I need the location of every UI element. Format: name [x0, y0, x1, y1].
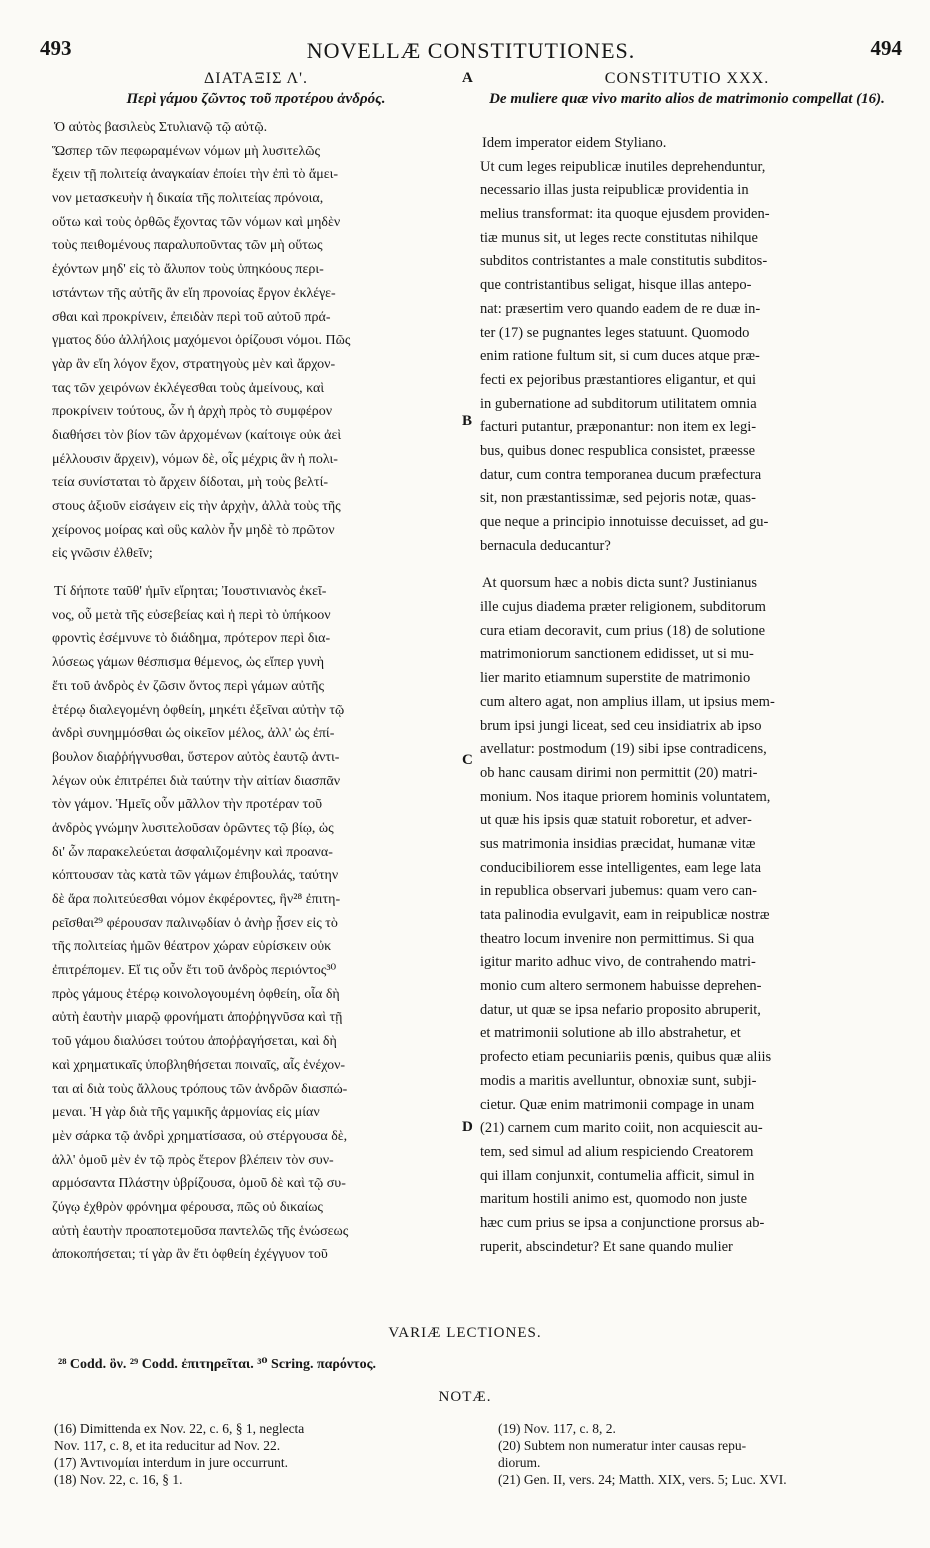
latin-text-line: modis a maritis avelluntur, obnoxiæ sunt, subji-: [480, 1072, 757, 1089]
note-line: (18) Nov. 22, c. 16, § 1.: [54, 1472, 183, 1487]
greek-text-line: βουλον διαῤῥήγνυσθαι, ὕστερον αὐτὸς ἑαυτῷ ἀντι-: [52, 749, 340, 765]
greek-text-line: μέλλουσιν ἄρχειν), νόμων δὲ, οἷς μέχρις ἂν ἡ πολι-: [52, 451, 338, 467]
greek-text-line: τοῦ γάμου διαλύσει τούτου ἀποῤῥαγήσεται, καὶ δὴ: [52, 1034, 337, 1050]
greek-text-line: ρεῖσθαι²⁹ φέρουσαν παλινῳδίαν ὁ ἀνὴρ ᾖσεν εἰς τὸ: [52, 915, 338, 931]
latin-text-line: subditos contristantes a male constitutis subditos-: [480, 253, 768, 270]
greek-text-line: μὲν σάρκα τῷ ἀνδρὶ χρηματίσασα, οὐ στέργουσα δὲ,: [52, 1128, 348, 1144]
greek-subtitle: Περὶ γάμου ζῶντος τοῦ προτέρου ἀνδρός.: [126, 91, 386, 107]
notes-heading: NOTÆ.: [438, 1389, 492, 1405]
page-number-right: 494: [870, 36, 902, 60]
greek-text-line: δὲ ἄρα πολιτεύεσθαι νόμον ἐκφέροντες, ἣν²⁸ ἐπιτη-: [52, 892, 341, 907]
greek-text-line: διαθήσει τὸν βίον τῶν ἀρχομένων (καίτοιγε οὐκ ἀεὶ: [52, 427, 342, 443]
latin-column: [480, 68, 894, 1259]
latin-text-line: facturi putantur, præponantur: non item ex legi-: [480, 419, 757, 436]
latin-text-line: sus matrimonia insidias præcidat, humanæ vitæ: [480, 835, 756, 852]
latin-text-line: datur, cum contra temporanea ducum præfectura: [480, 466, 762, 483]
latin-text-line: monium. Nos itaque priorem hominis voluntatem,: [480, 788, 771, 805]
note-line: (20) Subtem non numeratur inter causas repu-: [498, 1438, 747, 1453]
greek-text-line: κόπτουσαν τὰς κατὰ τῶν γάμων ἐπιβουλάς, ταύτην: [52, 868, 339, 884]
greek-text-line: γματος δύο ἀλλήλοις μαχόμενοι ὁρίζουσι νόμοι. Πῶς: [52, 333, 351, 349]
margin-letter-a: A: [462, 70, 473, 86]
latin-text-line: cietur. Quæ enim matrimonii compage in unam: [480, 1096, 755, 1113]
latin-text-line: Idem imperator eidem Styliano.: [482, 135, 667, 151]
latin-text-line: ruperit, abscindetur? Et sane quando mulier: [480, 1238, 733, 1255]
greek-text-line: γὰρ ἂν εἴη λόγον ἔχον, στρατηγοὺς μὲν καὶ ἄρχον-: [52, 356, 336, 372]
latin-text-line: matrimoniorum sanctionem edidisset, ut si mu-: [480, 646, 754, 663]
note-line: Nov. 117, c. 8, et ita reducitur ad Nov. 22.: [54, 1438, 281, 1453]
latin-text-line: tem, sed simul ad alium respiciendo Creatorem: [480, 1143, 754, 1160]
latin-text-line: melius transformat: ita quoque ejusdem providen-: [480, 206, 770, 223]
margin-letter-c: C: [462, 752, 473, 768]
greek-text-line: χείρονος μοίρας καὶ οὓς καλὸν ἦν μηδὲ τὸ πρῶτον: [52, 522, 335, 538]
latin-text-line: avellatur: postmodum (19) sibi ipse contradicens,: [480, 741, 767, 758]
latin-text-line: ille cujus diadema præter religionem, subditorum: [480, 599, 766, 616]
note-line: (17) Ἀντινομίαι interdum in jure occurrunt.: [54, 1455, 289, 1470]
latin-text-line: cura etiam decoravit, cum prius (18) de solutione: [480, 622, 766, 639]
greek-text-line: τῆς πολιτείας ἡμῶν θέατρον χώραν εὑρίσκειν οὐκ: [52, 939, 332, 955]
greek-text-line: τοὺς πειθομένους παραλυποῦντας τῶν μὴ οὕτως: [52, 238, 323, 254]
latin-text-line: qui illam conjunxit, contumelia afficit, simul in: [480, 1167, 755, 1184]
greek-title: ΔΙΑΤΑΞΙΣ Λ'.: [204, 70, 308, 87]
paragraph-gap: [52, 566, 460, 580]
page-number-left: 493: [40, 36, 72, 60]
note-line: diorum.: [498, 1455, 541, 1470]
greek-text-line: ἀνδρὶ συνημμόσθαι ὡς οἰκεῖον μέλος, ἀλλ' ὡς ἐπί-: [52, 726, 335, 742]
greek-text-line: ἔτι τοῦ ἀνδρὸς ἐν ζῶσιν ὄντος περὶ γάμων αὐτῆς: [52, 678, 325, 694]
latin-paragraph-1: [480, 132, 894, 558]
latin-text-line: bernacula deducantur?: [480, 537, 611, 554]
note-line: (16) Dimittenda ex Nov. 22, c. 6, § 1, neglecta: [54, 1421, 305, 1436]
greek-text-line: ἀλλ' ὁμοῦ μὲν ἐν τῷ πρὸς ἕτερον βλέπειν τὸν συν-: [52, 1152, 334, 1168]
latin-text-line: Ut cum leges reipublicæ inutiles deprehenduntur,: [480, 158, 766, 175]
greek-text-line: τας τῶν χειρόνων ἐκλέγεσθαι τοὺς ἀμείνους, καὶ: [52, 380, 325, 396]
latin-text-line: nat: præsertim vero quando eadem de re duæ in-: [480, 300, 761, 317]
greek-text-line: σθαι καὶ προκρίνειν, ἐπειδὰν περὶ τοῦ αὐτοῦ πρά-: [52, 309, 331, 325]
greek-text-line: αὐτὴ ἑαυτὴν προαποτεμοῦσα παντελῶς τῆς ἑνώσεως: [52, 1223, 349, 1239]
latin-text-line: tata palinodia evulgavit, eam in reipublicæ nostræ: [480, 907, 770, 923]
latin-title: CONSTITUTIO XXX.: [604, 70, 770, 87]
latin-text-line: fecti ex pejoribus præstantiores eligantur, et qui: [480, 371, 757, 388]
greek-paragraph-2: [52, 580, 460, 1267]
greek-text-line: ἐχόντων μηδ' εἰς τὸ ἄλυπον τοὺς ὑπηκόους περι-: [52, 262, 324, 278]
greek-text-line: ἀνδρὸς γνώμην λυσιτελοῦσαν ὁρῶντες τῷ βίῳ, ὡς: [52, 820, 334, 836]
greek-text-line: ζύγῳ ἐχθρὸν φρόνημα φέρουσα, πῶς οὐ δικαίως: [52, 1199, 323, 1215]
latin-text-line: monio cum altero sermonem habuisse deprehen-: [480, 978, 762, 995]
latin-text-line: hæc cum prius se ipsa a conjunctione prorsus ab-: [480, 1214, 765, 1231]
latin-subtitle: De muliere quæ vivo marito alios de matrimonio compellat (16).: [489, 91, 885, 107]
greek-text-line: αὐτὴ ἑαυτὴν μιαρῷ φρονήματι ἀποῤῥηγνῦσα καὶ τῇ: [52, 1010, 343, 1026]
greek-paragraph-1: [52, 116, 460, 566]
latin-text-line: (21) carnem cum marito coiit, non acquiescit au-: [480, 1120, 763, 1137]
greek-text-line: προκρίνειν τούτους, ὧν ἡ ἀρχὴ πρὸς τὸ συμφέρον: [52, 404, 333, 420]
latin-text-line: igitur marito adhuc vivo, de contrahendo matri-: [480, 954, 756, 971]
latin-text-line: in gubernatione ad subditorum utilitatem omnia: [480, 395, 757, 412]
latin-text-line: At quorsum hæc a nobis dicta sunt? Justinianus: [482, 575, 758, 592]
greek-text-line: δι' ὧν παρακελεύεται ἀσφαλιζομένην καὶ προανα-: [52, 844, 333, 860]
greek-text-line: ἑτέρῳ διαλεγομένη ὀφθείη, μηκέτι ἐξεῖναι αὐτὴν τῷ: [52, 702, 345, 718]
latin-text-line: ut quæ his ipsis quæ statuit roboretur, et adver-: [480, 812, 752, 829]
greek-text-line: πρὸς γάμους ἑτέρῳ κοινολογουμένη ὀφθείη, οἷα δὴ: [52, 986, 340, 1002]
latin-text-line: brum ipsi jungi liceat, sed ceu insidiatrix ab ipso: [480, 717, 762, 734]
greek-text-line: τεία συνίσταται τὸ ἄρχειν δίδοται, μὴ τοὺς βελτί-: [52, 475, 329, 491]
latin-text-line: conducibiliorem esse intelligentes, eam lege lata: [480, 859, 762, 876]
latin-text-line: ob hanc causam dirimi non permittit (20) matri-: [480, 764, 758, 781]
notes-left-column: [54, 1420, 464, 1488]
greek-text-line: φροντὶς ἐσέμνυνε τὸ διάδημα, πρότερον περὶ δια-: [52, 631, 331, 647]
greek-text-line: εἰς γνῶσιν ἐλθεῖν;: [52, 546, 153, 562]
latin-text-line: et matrimonii solutione ab illo abstrahetur, et: [480, 1025, 741, 1042]
margin-letter-b: B: [462, 413, 473, 429]
latin-text-line: que neque a principio innotuisse decuisset, ad gu-: [480, 514, 769, 530]
page-header: [40, 36, 902, 68]
latin-text-line: enim ratione fultum sit, si cum duces atque præ-: [480, 348, 760, 365]
greek-text-line: Ὥσπερ τῶν πεφωραμένων νόμων μὴ λυσιτελῶς: [52, 143, 321, 159]
greek-text-line: ται αἱ διὰ τοὺς ἄλλους τρόπους τῶν ἀνδρῶν διασπώ-: [52, 1081, 348, 1097]
greek-text-line: καὶ χρηματικαῖς ὑποβληθήσεται ποιναῖς, αἷς ἐνέχον-: [52, 1057, 346, 1073]
greek-text-line: στους ἀξιοῦν εἰσάγειν εἰς τὴν ἀρχὴν, ἀλλὰ τοὺς τῆς: [52, 499, 341, 514]
latin-text-line: sit, non præstantissimæ, sed pejoris notæ, quas-: [480, 490, 756, 507]
greek-text-line: ἐπιτρέπομεν. Εἴ τις οὖν ἔτι τοῦ ἀνδρὸς περιόντος³⁰: [52, 963, 337, 979]
note-line: (19) Nov. 117, c. 8, 2.: [498, 1421, 616, 1436]
paragraph-gap: [480, 558, 894, 572]
greek-text-line: ιστάντων τῆς αὐτῆς ἂν εἴη προνοίας ἔργον ἐκλέγε-: [52, 285, 336, 301]
latin-text-line: in republica observari jubemus: quam vero can-: [480, 883, 758, 900]
greek-text-line: ἀποκοπήσεται; τί γὰρ ἂν ἔτι ὀφθείη ἐχέγγυον τοῦ: [52, 1247, 328, 1263]
latin-text-line: lier marito etiamnum superstite de matrimonio: [480, 670, 751, 687]
greek-text-line: τὸν γάμον. Ἡμεῖς οὖν μᾶλλον τὴν προτέραν τοῦ: [52, 797, 323, 813]
greek-text-line: λύσεως γάμων θέσπισμα θέμενος, ὡς εἴπερ γυνὴ: [52, 655, 325, 671]
running-title: NOVELLÆ CONSTITUTIONES.: [306, 38, 636, 63]
greek-text-line: μεναι. Ἡ γὰρ διὰ τῆς γαμικῆς ἁρμονίας εἰς μίαν: [52, 1105, 320, 1121]
greek-text-line: Τί δήποτε ταῦθ' ἡμῖν εἴρηται; Ἰουστινιανὸς ἐκεῖ-: [54, 584, 327, 600]
greek-text-line: αρμόσαντα Πλάστην ὑβρίζουσα, ὁμοῦ δὲ καὶ τῷ συ-: [52, 1176, 346, 1192]
latin-text-line: cum altero agat, non amplius illam, ut ipsius mem-: [480, 693, 775, 710]
latin-text-line: theatro locum invenire non permittimus. Si qua: [480, 930, 755, 947]
latin-paragraph-2: [480, 572, 894, 1259]
latin-text-line: profecto etiam pecuniariis pœnis, quibus quæ aliis: [480, 1049, 772, 1066]
latin-text-line: que contristantibus seligat, hisque illas antepo-: [480, 277, 752, 294]
notes-right-column: [498, 1420, 898, 1488]
greek-text-line: ἔχειν τῇ πολιτείᾳ ἀναγκαίαν ἐποίει τὴν ἐπὶ τὸ ἄμει-: [52, 167, 339, 183]
variae-text: ²⁸ Codd. ὃν. ²⁹ Codd. ἐπιτηρεῖται. ³⁰ Scring. παρόντος.: [58, 1357, 377, 1372]
margin-letter-d: D: [462, 1119, 473, 1135]
latin-text-line: bus, quibus donec respublica consistet, præesse: [480, 442, 756, 459]
greek-text-line: νον μετασκευὴν ἡ δικαία τῆς πολιτείας πρόνοια,: [52, 191, 324, 207]
variae-heading: VARIÆ LECTIONES.: [388, 1325, 542, 1341]
greek-text-line: λέγων οὐκ ἐπιτρέπει διὰ ταύτην τὴν αἰτίαν διασπᾶν: [52, 773, 341, 789]
latin-text-line: maritum hostili animo est, quomodo non juste: [480, 1191, 748, 1208]
greek-text-line: νος, οὗ μετὰ τῆς εὐσεβείας καὶ ἡ περὶ τὸ ὑπήκοον: [52, 607, 331, 623]
note-line: (21) Gen. II, vers. 24; Matth. XIX, vers. 5; Luc. XVI.: [498, 1472, 787, 1487]
latin-text-line: necessario illas justa reipublicæ providentia in: [480, 182, 749, 199]
latin-text-line: datur, ut quæ se ipsa nefario proposito abruperit,: [480, 1001, 761, 1018]
greek-column: [52, 68, 460, 1267]
latin-text-line: ter (17) se pugnantes leges statuunt. Quomodo: [480, 324, 750, 341]
greek-text-line: οὕτω καὶ τοὺς ὀρθῶς ἔχοντας τῶν νόμων καὶ μηδὲν: [52, 214, 341, 230]
latin-text-line: tiæ munus sit, ut leges recte constitutas nihilque: [480, 229, 758, 246]
greek-text-line: Ὁ αὐτὸς βασιλεὺς Στυλιανῷ τῷ αὐτῷ.: [54, 120, 268, 135]
